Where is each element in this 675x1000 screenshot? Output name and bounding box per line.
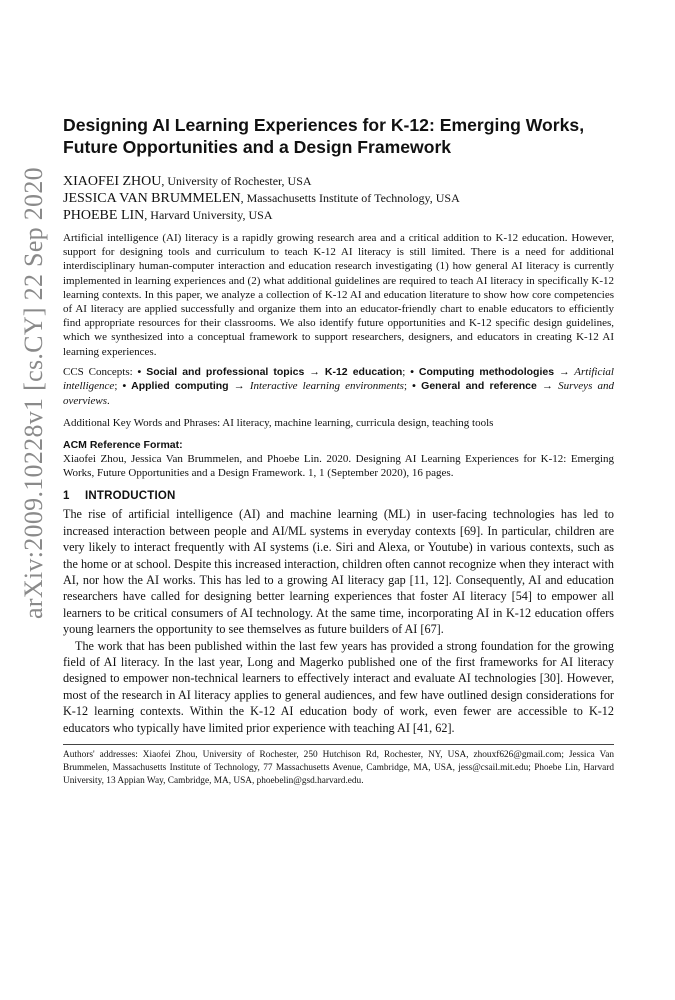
author (63, 173, 614, 190)
section-heading (63, 490, 614, 502)
keywords: Additional Key Words and Phrases: AI literacy, machine learning, curricula design, teaching tools (63, 417, 494, 430)
authors-addresses-footnote: Authors' addresses: Xiaofei Zhou, University of Rochester, 250 Hutchison Rd, Rochester, NY, USA, zhouxf626@gmail.com; Jessica Van Brummelen, Massachusetts Institute of Technology, 77 Massachusetts Avenue, Cambridge, MA, USA, jess@csail.mit.edu; Phoebe Lin, Harvard University, 13 Appian Way, Cambridge, MA, USA, phoebelin@gsd.harvard.edu. (63, 750, 614, 787)
arxiv-identifier[interactable]: arXiv:2009.10228v1 [cs.CY] 22 Sep 2020 (19, 167, 48, 619)
footnote-rule (63, 744, 614, 745)
acm-reference (63, 438, 614, 480)
ccs-end: . (106, 394, 110, 407)
paper-page (63, 114, 614, 788)
author (63, 190, 614, 207)
author-list (63, 173, 614, 224)
acm-reference-label: ACM Reference Format: (63, 439, 183, 452)
ccs-separator: ; (403, 380, 413, 393)
section-number: 1 (63, 490, 70, 503)
ccs-subconcept: Surveys and overviews (63, 380, 614, 407)
body-text (63, 506, 614, 736)
author-name: PHOEBE LIN (63, 208, 145, 223)
author (63, 207, 614, 224)
ccs-label: CCS Concepts: (63, 365, 138, 378)
author-affiliation: , Massachusetts Institute of Technology, USA (240, 191, 460, 205)
ccs-arrow: → (536, 380, 559, 393)
ccs-concept: • Computing methodologies → (410, 365, 570, 378)
ccs-concept: • General and reference (412, 380, 537, 393)
ccs-subconcept: Interactive learning environments (249, 380, 404, 393)
author-name: JESSICA VAN BRUMMELEN (63, 191, 241, 206)
paragraph: The work that has been published within the last few years has provided a strong foundation for the growing field of AI literacy. In the last year, Long and Magerko published one of the first frameworks for AI literacy designed to empower non-technical learners to effectively interact and evaluate AI technologies [30]. However, most of the research in AI literacy applies to general audiences, and few have outlined design considerations for K-12 learning contexts. Within the K-12 AI education body of work, even fewer are accessible to K-12 educators who typically have limited prior experience with teaching AI [41, 62]. (63, 638, 614, 735)
ccs-separator: ; (114, 380, 123, 393)
abstract (63, 231, 614, 359)
acm-reference-text: Xiaofei Zhou, Jessica Van Brummelen, and Phoebe Lin. 2020. Designing AI Learning Experiences for K-12: Emerging Works, Future Opportunities and a Design Framework. 1, 1 (September 2020), 16 pages. (63, 453, 614, 480)
section-title: INTRODUCTION (85, 490, 176, 503)
paper-title: Designing AI Learning Experiences for K-12: Emerging Works, Future Opportunities and a Design Framework (63, 115, 585, 157)
author-affiliation: , University of Rochester, USA (161, 174, 312, 188)
ccs-concepts (63, 365, 614, 409)
paragraph: The rise of artificial intelligence (AI) and machine learning (ML) in user-facing technologies has led to increased interaction between people and AI/ML systems in everyday contexts [69]. In particular, children are very likely to interact frequently with AI systems (i.e. Siri and Alexa, or Youtube) in various contexts, such as the home or at school. Despite this increased interaction, children often cannot recognize when they interact with AI, nor how the AI works. This has led to a growing AI literacy gap [11, 12]. Consequently, AI and education researchers have called for designing better learning experiences that foster AI literacy [54] to empower all learners to be critical consumers of AI technology. At the same time, incorporating AI in K-12 education offers young learners the opportunity to see themselves as future builders of AI [67]. (63, 507, 614, 637)
ccs-arrow: → (228, 380, 250, 393)
arxiv-sidebar (14, 128, 54, 658)
author-name: XIAOFEI ZHOU (63, 174, 162, 189)
abstract-text: Artificial intelligence (AI) literacy is a rapidly growing research area and a critical addition to K-12 education. However, support for designing tools and curriculum to teach K-12 AI literacy is still limited. There is a need for additional interdisciplinary human-computer interaction and education research investigating (1) how general AI literacy is currently implemented in learning experiences and (2) what additional guidelines are required to teach AI literacy in specifically K-12 learning contexts. In this paper, we analyze a collection of K-12 AI and education literature to show how core competencies of AI literacy are applied successfully and organize them into an educator-friendly chart to enable educators to efficiently find appropriate resources for their classrooms. We also identify future opportunities and K-12 specific design guidelines, which we synthesized into a conceptual framework to support researchers, designers, and educators in creating K-12 AI learning experiences. (63, 232, 614, 358)
author-affiliation: , Harvard University, USA (144, 208, 273, 222)
ccs-concept: • Social and professional topics → K-12 education (137, 365, 403, 378)
ccs-subconcept: Artificial intelligence (63, 365, 614, 393)
ccs-concept: • Applied computing (122, 380, 229, 393)
ccs-separator: ; (402, 365, 411, 378)
